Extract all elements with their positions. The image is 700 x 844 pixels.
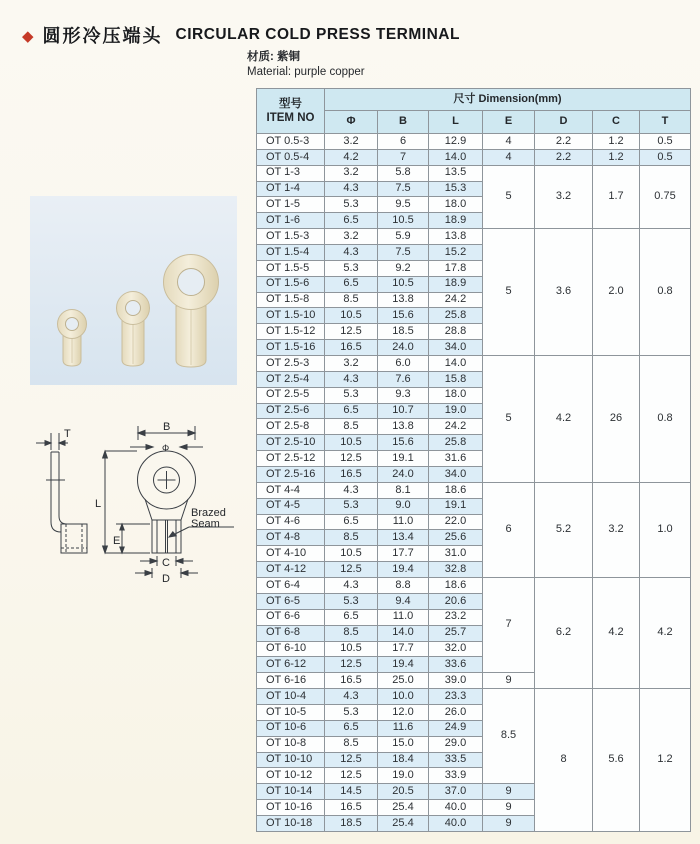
d-cell: 3.2 xyxy=(535,165,593,228)
l-cell: 24.2 xyxy=(429,419,483,435)
item-no-cell: OT 4-10 xyxy=(257,546,325,562)
phi-cell: 8.5 xyxy=(325,292,378,308)
table-row xyxy=(257,689,691,705)
c-cell: 1.7 xyxy=(593,165,640,228)
item-no-cell: OT 4-6 xyxy=(257,514,325,530)
d-cell: 5.2 xyxy=(535,482,593,577)
l-cell: 25.7 xyxy=(429,625,483,641)
table-row xyxy=(257,165,691,181)
phi-cell: 5.3 xyxy=(325,387,378,403)
phi-cell: 6.5 xyxy=(325,514,378,530)
t-cell: 0.8 xyxy=(640,356,691,483)
phi-cell: 8.5 xyxy=(325,736,378,752)
header-col-3: E xyxy=(483,111,535,134)
b-cell: 19.4 xyxy=(378,562,429,578)
header-item-no xyxy=(257,89,325,134)
l-cell: 13.5 xyxy=(429,165,483,181)
b-cell: 13.4 xyxy=(378,530,429,546)
item-no-cell: OT 0.5-4 xyxy=(257,149,325,165)
b-cell: 25.4 xyxy=(378,815,429,831)
l-cell: 29.0 xyxy=(429,736,483,752)
drawing-labels xyxy=(64,421,226,585)
l-cell: 14.0 xyxy=(429,149,483,165)
l-cell: 18.9 xyxy=(429,213,483,229)
item-no-cell: OT 10-10 xyxy=(257,752,325,768)
b-cell: 7.5 xyxy=(378,245,429,261)
item-no-cell: OT 6-4 xyxy=(257,578,325,594)
item-no-cell: OT 10-18 xyxy=(257,815,325,831)
b-cell: 10.0 xyxy=(378,689,429,705)
l-cell: 31.6 xyxy=(429,451,483,467)
label-l: L xyxy=(95,498,102,510)
item-no-cell: OT 2.5-4 xyxy=(257,371,325,387)
phi-cell: 4.3 xyxy=(325,181,378,197)
e-cell: 7 xyxy=(483,578,535,673)
item-no-cell: OT 1.5-4 xyxy=(257,245,325,261)
l-cell: 33.9 xyxy=(429,768,483,784)
l-cell: 13.8 xyxy=(429,229,483,245)
phi-cell: 6.5 xyxy=(325,276,378,292)
phi-cell: 12.5 xyxy=(325,562,378,578)
l-cell: 25.8 xyxy=(429,435,483,451)
b-cell: 20.5 xyxy=(378,784,429,800)
b-cell: 9.3 xyxy=(378,387,429,403)
item-no-cell: OT 10-8 xyxy=(257,736,325,752)
c-cell: 26 xyxy=(593,356,640,483)
phi-cell: 10.5 xyxy=(325,546,378,562)
phi-cell: 5.3 xyxy=(325,593,378,609)
phi-cell: 16.5 xyxy=(325,467,378,483)
item-no-cell: OT 4-5 xyxy=(257,498,325,514)
l-cell: 22.0 xyxy=(429,514,483,530)
label-c: C xyxy=(162,557,170,569)
item-no-cell: OT 1-3 xyxy=(257,165,325,181)
phi-cell: 8.5 xyxy=(325,625,378,641)
item-no-cell: OT 4-4 xyxy=(257,482,325,498)
item-no-cell: OT 10-5 xyxy=(257,704,325,720)
phi-cell: 6.5 xyxy=(325,720,378,736)
side-view xyxy=(36,433,87,553)
b-cell: 19.0 xyxy=(378,768,429,784)
header-col-1: B xyxy=(378,111,429,134)
l-cell: 37.0 xyxy=(429,784,483,800)
page-title xyxy=(22,22,460,48)
b-cell: 15.6 xyxy=(378,308,429,324)
l-cell: 33.5 xyxy=(429,752,483,768)
phi-cell: 5.3 xyxy=(325,197,378,213)
table-row xyxy=(257,356,691,372)
header-col-2: L xyxy=(429,111,483,134)
l-cell: 40.0 xyxy=(429,800,483,816)
phi-cell: 3.2 xyxy=(325,356,378,372)
phi-cell: 10.5 xyxy=(325,308,378,324)
phi-cell: 12.5 xyxy=(325,752,378,768)
l-cell: 15.2 xyxy=(429,245,483,261)
header-col-6: T xyxy=(640,111,691,134)
d-cell: 3.6 xyxy=(535,229,593,356)
l-cell: 31.0 xyxy=(429,546,483,562)
b-cell: 5.8 xyxy=(378,165,429,181)
item-no-cell: OT 2.5-6 xyxy=(257,403,325,419)
item-no-cell: OT 2.5-8 xyxy=(257,419,325,435)
item-no-cell: OT 2.5-10 xyxy=(257,435,325,451)
table-row xyxy=(257,229,691,245)
item-no-cell: OT 2.5-12 xyxy=(257,451,325,467)
phi-cell: 8.5 xyxy=(325,419,378,435)
l-cell: 15.8 xyxy=(429,371,483,387)
l-cell: 20.6 xyxy=(429,593,483,609)
b-cell: 6 xyxy=(378,134,429,150)
header-item-no-en: ITEM NO xyxy=(266,112,315,124)
material-note xyxy=(247,50,365,80)
item-no-cell: OT 1-4 xyxy=(257,181,325,197)
item-no-cell: OT 6-16 xyxy=(257,673,325,689)
b-cell: 14.0 xyxy=(378,625,429,641)
l-cell: 23.2 xyxy=(429,609,483,625)
label-seam: Seam xyxy=(191,518,220,530)
e-cell: 9 xyxy=(483,673,535,689)
b-cell: 18.5 xyxy=(378,324,429,340)
l-cell: 15.3 xyxy=(429,181,483,197)
header-col-5: C xyxy=(593,111,640,134)
l-cell: 33.6 xyxy=(429,657,483,673)
phi-cell: 4.3 xyxy=(325,245,378,261)
c-cell: 1.2 xyxy=(593,149,640,165)
e-cell: 4 xyxy=(483,149,535,165)
item-no-cell: OT 6-6 xyxy=(257,609,325,625)
item-no-cell: OT 6-5 xyxy=(257,593,325,609)
dimension-table-grid xyxy=(256,88,691,832)
b-cell: 9.2 xyxy=(378,260,429,276)
phi-cell: 4.3 xyxy=(325,689,378,705)
phi-cell: 5.3 xyxy=(325,704,378,720)
item-no-cell: OT 6-12 xyxy=(257,657,325,673)
l-cell: 24.9 xyxy=(429,720,483,736)
label-d: D xyxy=(162,573,170,585)
e-cell: 6 xyxy=(483,482,535,577)
l-cell: 17.8 xyxy=(429,260,483,276)
t-cell: 4.2 xyxy=(640,578,691,689)
d-cell: 6.2 xyxy=(535,578,593,689)
b-cell: 8.8 xyxy=(378,578,429,594)
item-no-cell: OT 2.5-5 xyxy=(257,387,325,403)
l-cell: 19.0 xyxy=(429,403,483,419)
l-cell: 12.9 xyxy=(429,134,483,150)
b-cell: 9.4 xyxy=(378,593,429,609)
label-e: E xyxy=(113,535,121,547)
phi-cell: 16.5 xyxy=(325,673,378,689)
item-no-cell: OT 1.5-16 xyxy=(257,340,325,356)
phi-cell: 16.5 xyxy=(325,800,378,816)
b-cell: 10.5 xyxy=(378,213,429,229)
b-cell: 11.0 xyxy=(378,609,429,625)
item-no-cell: OT 1.5-8 xyxy=(257,292,325,308)
phi-cell: 6.5 xyxy=(325,403,378,419)
b-cell: 17.7 xyxy=(378,641,429,657)
item-no-cell: OT 1-5 xyxy=(257,197,325,213)
item-no-cell: OT 2.5-3 xyxy=(257,356,325,372)
l-cell: 32.8 xyxy=(429,562,483,578)
d-cell: 4.2 xyxy=(535,356,593,483)
d-cell: 2.2 xyxy=(535,149,593,165)
item-no-cell: OT 2.5-16 xyxy=(257,467,325,483)
item-no-cell: OT 10-16 xyxy=(257,800,325,816)
t-cell: 0.5 xyxy=(640,134,691,150)
l-cell: 40.0 xyxy=(429,815,483,831)
item-no-cell: OT 6-10 xyxy=(257,641,325,657)
phi-cell: 3.2 xyxy=(325,165,378,181)
label-phi: Φ xyxy=(162,443,170,453)
e-cell: 5 xyxy=(483,356,535,483)
label-brazed: Brazed xyxy=(191,507,226,519)
phi-cell: 10.5 xyxy=(325,435,378,451)
b-cell: 7 xyxy=(378,149,429,165)
b-cell: 11.6 xyxy=(378,720,429,736)
phi-cell: 8.5 xyxy=(325,530,378,546)
table-row xyxy=(257,578,691,594)
item-no-cell: OT 10-12 xyxy=(257,768,325,784)
phi-cell: 6.5 xyxy=(325,213,378,229)
t-cell: 0.75 xyxy=(640,165,691,228)
b-cell: 24.0 xyxy=(378,340,429,356)
e-cell: 9 xyxy=(483,784,535,800)
table-row xyxy=(257,482,691,498)
b-cell: 25.4 xyxy=(378,800,429,816)
t-cell: 0.8 xyxy=(640,229,691,356)
phi-cell: 12.5 xyxy=(325,657,378,673)
l-cell: 18.6 xyxy=(429,482,483,498)
d-cell: 2.2 xyxy=(535,134,593,150)
item-no-cell: OT 1.5-12 xyxy=(257,324,325,340)
header-col-0: Φ xyxy=(325,111,378,134)
dimension-drawing xyxy=(10,420,240,625)
e-cell: 9 xyxy=(483,800,535,816)
item-no-cell: OT 1.5-5 xyxy=(257,260,325,276)
page-title-chinese: 圆形冷压端头 xyxy=(42,26,163,46)
c-cell: 5.6 xyxy=(593,689,640,832)
l-cell: 28.8 xyxy=(429,324,483,340)
phi-cell: 10.5 xyxy=(325,641,378,657)
diamond-bullet-icon: ◆ xyxy=(22,27,34,45)
phi-cell: 4.3 xyxy=(325,482,378,498)
b-cell: 13.8 xyxy=(378,419,429,435)
phi-cell: 4.3 xyxy=(325,578,378,594)
b-cell: 24.0 xyxy=(378,467,429,483)
header-dimension: 尺寸 Dimension(mm) xyxy=(325,89,691,111)
b-cell: 8.1 xyxy=(378,482,429,498)
phi-cell: 3.2 xyxy=(325,229,378,245)
b-cell: 15.0 xyxy=(378,736,429,752)
b-cell: 25.0 xyxy=(378,673,429,689)
b-cell: 19.1 xyxy=(378,451,429,467)
phi-cell: 5.3 xyxy=(325,260,378,276)
phi-cell: 14.5 xyxy=(325,784,378,800)
item-no-cell: OT 4-12 xyxy=(257,562,325,578)
c-cell: 4.2 xyxy=(593,578,640,689)
phi-cell: 12.5 xyxy=(325,324,378,340)
item-no-cell: OT 1.5-3 xyxy=(257,229,325,245)
l-cell: 34.0 xyxy=(429,467,483,483)
l-cell: 18.6 xyxy=(429,578,483,594)
t-cell: 1.0 xyxy=(640,482,691,577)
b-cell: 11.0 xyxy=(378,514,429,530)
e-cell: 5 xyxy=(483,229,535,356)
l-cell: 18.0 xyxy=(429,197,483,213)
item-no-cell: OT 10-6 xyxy=(257,720,325,736)
c-cell: 2.0 xyxy=(593,229,640,356)
phi-cell: 5.3 xyxy=(325,498,378,514)
label-t: T xyxy=(64,428,71,440)
phi-cell: 16.5 xyxy=(325,340,378,356)
l-cell: 23.3 xyxy=(429,689,483,705)
l-cell: 24.2 xyxy=(429,292,483,308)
phi-cell: 4.3 xyxy=(325,371,378,387)
t-cell: 0.5 xyxy=(640,149,691,165)
b-cell: 17.7 xyxy=(378,546,429,562)
phi-cell: 12.5 xyxy=(325,451,378,467)
phi-cell: 6.5 xyxy=(325,609,378,625)
item-no-cell: OT 1.5-10 xyxy=(257,308,325,324)
b-cell: 7.5 xyxy=(378,181,429,197)
b-cell: 6.0 xyxy=(378,356,429,372)
page-title-english: CIRCULAR COLD PRESS TERMINAL xyxy=(175,26,460,43)
l-cell: 18.0 xyxy=(429,387,483,403)
b-cell: 19.4 xyxy=(378,657,429,673)
item-no-cell: OT 1.5-6 xyxy=(257,276,325,292)
e-cell: 8.5 xyxy=(483,689,535,784)
b-cell: 9.0 xyxy=(378,498,429,514)
item-no-cell: OT 10-14 xyxy=(257,784,325,800)
header-col-4: D xyxy=(535,111,593,134)
e-cell: 4 xyxy=(483,134,535,150)
b-cell: 12.0 xyxy=(378,704,429,720)
l-cell: 25.6 xyxy=(429,530,483,546)
b-cell: 9.5 xyxy=(378,197,429,213)
l-cell: 18.9 xyxy=(429,276,483,292)
material-note-english: Material: purple copper xyxy=(247,66,365,78)
l-cell: 14.0 xyxy=(429,356,483,372)
l-cell: 25.8 xyxy=(429,308,483,324)
l-cell: 32.0 xyxy=(429,641,483,657)
l-cell: 34.0 xyxy=(429,340,483,356)
b-cell: 15.6 xyxy=(378,435,429,451)
material-note-chinese: 材质: 紫铜 xyxy=(247,51,301,63)
b-cell: 13.8 xyxy=(378,292,429,308)
l-cell: 26.0 xyxy=(429,704,483,720)
item-no-cell: OT 10-4 xyxy=(257,689,325,705)
l-cell: 39.0 xyxy=(429,673,483,689)
table-row xyxy=(257,134,691,150)
table-row xyxy=(257,149,691,165)
c-cell: 3.2 xyxy=(593,482,640,577)
b-cell: 7.6 xyxy=(378,371,429,387)
b-cell: 18.4 xyxy=(378,752,429,768)
item-no-cell: OT 1-6 xyxy=(257,213,325,229)
l-cell: 19.1 xyxy=(429,498,483,514)
phi-cell: 4.2 xyxy=(325,149,378,165)
t-cell: 1.2 xyxy=(640,689,691,832)
b-cell: 10.5 xyxy=(378,276,429,292)
phi-cell: 18.5 xyxy=(325,815,378,831)
item-no-cell: OT 0.5-3 xyxy=(257,134,325,150)
e-cell: 5 xyxy=(483,165,535,228)
dimension-table xyxy=(256,88,691,832)
b-cell: 10.7 xyxy=(378,403,429,419)
header-item-no-zh: 型号 xyxy=(279,97,302,110)
item-no-cell: OT 4-8 xyxy=(257,530,325,546)
item-no-cell: OT 6-8 xyxy=(257,625,325,641)
d-cell: 8 xyxy=(535,689,593,832)
b-cell: 5.9 xyxy=(378,229,429,245)
phi-cell: 12.5 xyxy=(325,768,378,784)
phi-cell: 3.2 xyxy=(325,134,378,150)
e-cell: 9 xyxy=(483,815,535,831)
c-cell: 1.2 xyxy=(593,134,640,150)
label-b: B xyxy=(163,421,171,433)
product-photo xyxy=(30,196,237,385)
